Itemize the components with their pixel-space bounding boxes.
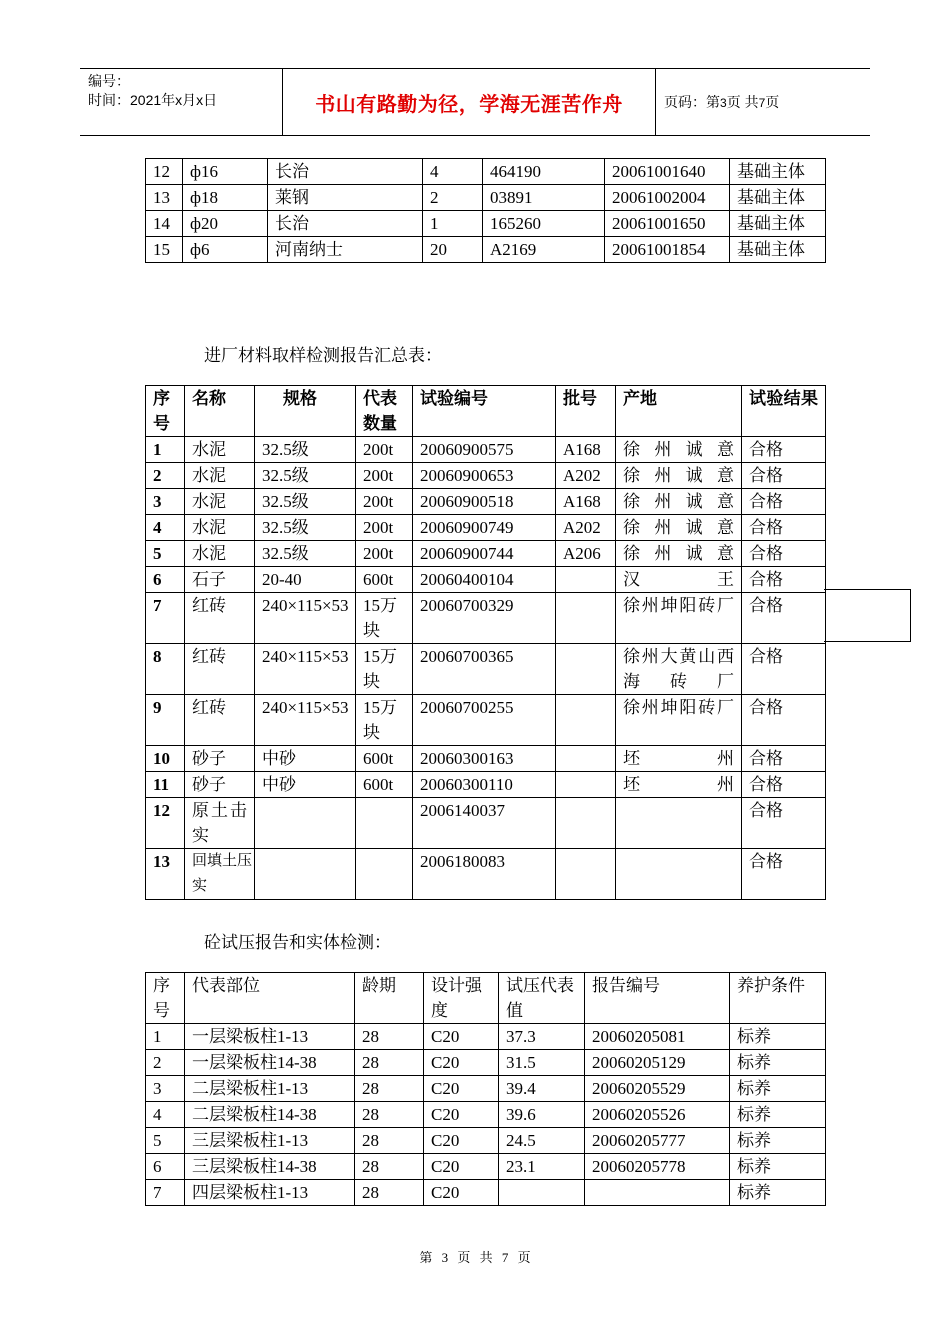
table-row	[146, 746, 826, 772]
table-cell: 二层梁板柱14-38	[185, 1102, 355, 1128]
table-cell: 20060205526	[585, 1102, 730, 1128]
table-cell: 20060205777	[585, 1128, 730, 1154]
table-cell: 4	[146, 1102, 185, 1128]
table-cell	[585, 1180, 730, 1206]
table-cell	[556, 772, 616, 798]
table-row	[146, 237, 826, 263]
table-cell: 9	[146, 695, 185, 746]
table-cell: 20060900749	[413, 515, 556, 541]
table-cell: 32.5级	[255, 515, 356, 541]
table-cell: 15万块	[356, 593, 413, 644]
table-cell: 20060205529	[585, 1076, 730, 1102]
table-cell	[556, 695, 616, 746]
table-cell: 37.3	[499, 1024, 585, 1050]
header-page-number	[664, 92, 779, 112]
table-cell: 5	[146, 541, 185, 567]
table-cell: 20060700329	[413, 593, 556, 644]
table-cell: 28	[355, 1128, 424, 1154]
table-cell: 2	[146, 463, 185, 489]
table-cell: 28	[355, 1076, 424, 1102]
table-cell: 长治	[268, 211, 423, 237]
table-cell: 徐州诚意	[616, 489, 742, 515]
table-cell: C20	[424, 1076, 499, 1102]
table-cell: 20060900518	[413, 489, 556, 515]
table-cell: ф6	[183, 237, 268, 263]
table-cell: 600t	[356, 567, 413, 593]
table-cell: 徐州坤阳砖厂	[616, 593, 742, 644]
table-cell: 合格	[742, 746, 826, 772]
header-cell: 报告编号	[585, 973, 730, 1024]
header-cell: 规格	[255, 386, 356, 437]
header-cell: 龄期	[355, 973, 424, 1024]
table-cell: 红砖	[185, 695, 255, 746]
table-cell: 23.1	[499, 1154, 585, 1180]
table-row	[146, 798, 826, 849]
table-cell: 4	[423, 159, 483, 185]
steel-table	[145, 158, 826, 263]
table-row	[146, 463, 826, 489]
table-cell: 6	[146, 567, 185, 593]
table-cell: 20060205081	[585, 1024, 730, 1050]
page-current: 3	[720, 96, 727, 110]
table-cell: 20061002004	[605, 185, 730, 211]
table-cell: 5	[146, 1128, 185, 1154]
table-cell: 合格	[742, 772, 826, 798]
table-cell: 基础主体	[730, 211, 826, 237]
table-cell: 32.5级	[255, 541, 356, 567]
table-cell: 三层梁板柱1-13	[185, 1128, 355, 1154]
header-cell: 养护条件	[730, 973, 826, 1024]
table-cell: 39.6	[499, 1102, 585, 1128]
table-cell: 200t	[356, 437, 413, 463]
table-cell: C20	[424, 1024, 499, 1050]
table-cell: 3	[146, 489, 185, 515]
table-cell: ф20	[183, 211, 268, 237]
table-cell: 1	[146, 437, 185, 463]
concrete-caption: 砼试压报告和实体检测：	[204, 933, 391, 952]
table-cell: 砂子	[185, 772, 255, 798]
document-time: 时间：2021年x月x日	[88, 92, 218, 108]
table-cell: 12	[146, 159, 183, 185]
header-cell: 批号	[556, 386, 616, 437]
table-cell: 13	[146, 185, 183, 211]
table-cell: 合格	[742, 695, 826, 746]
table-cell: C20	[424, 1050, 499, 1076]
table-cell: 28	[355, 1180, 424, 1206]
table-cell: 8	[146, 644, 185, 695]
table-cell: 464190	[483, 159, 605, 185]
table-cell	[356, 798, 413, 849]
header-motto: 书山有路勤为径，学海无涯苦作舟	[315, 94, 623, 116]
header-cell: 试压代表值	[499, 973, 585, 1024]
table-cell: 标养	[730, 1128, 826, 1154]
table-cell: 2006140037	[413, 798, 556, 849]
stray-cell-extension	[824, 589, 911, 642]
table-cell: 1	[423, 211, 483, 237]
table-cell	[356, 849, 413, 900]
table-cell: 11	[146, 772, 185, 798]
table-cell: 标养	[730, 1050, 826, 1076]
table-cell	[499, 1180, 585, 1206]
table-cell: 中砂	[255, 746, 356, 772]
table-cell: 2	[146, 1050, 185, 1076]
table-cell: 合格	[742, 437, 826, 463]
page-prefix: 页码：第	[664, 94, 720, 110]
table-cell: 水泥	[185, 541, 255, 567]
table-cell: 240×115×53	[255, 593, 356, 644]
table-cell: 合格	[742, 541, 826, 567]
table-cell: 28	[355, 1050, 424, 1076]
table-cell: 原土击实	[185, 798, 255, 849]
table-row	[146, 849, 826, 900]
table-row	[146, 1128, 826, 1154]
table-cell: 10	[146, 746, 185, 772]
table-cell: 合格	[742, 849, 826, 900]
table-cell: 合格	[742, 567, 826, 593]
table-cell: 20060700255	[413, 695, 556, 746]
table-cell: 32.5级	[255, 489, 356, 515]
table-cell: 3	[146, 1076, 185, 1102]
table-row	[146, 185, 826, 211]
table-cell: 200t	[356, 489, 413, 515]
table-cell: 20061001650	[605, 211, 730, 237]
table-cell: 坯州	[616, 772, 742, 798]
table-cell: 长治	[268, 159, 423, 185]
table-cell: 基础主体	[730, 185, 826, 211]
table-cell: 32.5级	[255, 437, 356, 463]
materials-caption: 进厂材料取样检测报告汇总表：	[204, 346, 442, 365]
table-cell: 2006180083	[413, 849, 556, 900]
concrete-header-row	[146, 973, 826, 1024]
table-cell: 165260	[483, 211, 605, 237]
table-row	[146, 515, 826, 541]
header-cell: 代表部位	[185, 973, 355, 1024]
table-cell: 31.5	[499, 1050, 585, 1076]
table-cell: 合格	[742, 593, 826, 644]
table-cell: 20060900744	[413, 541, 556, 567]
table-cell	[255, 798, 356, 849]
header-cell: 产地	[616, 386, 742, 437]
table-cell	[556, 644, 616, 695]
table-cell: 徐州诚意	[616, 437, 742, 463]
table-cell: 4	[146, 515, 185, 541]
table-cell: 河南纳士	[268, 237, 423, 263]
page-mid: 页 共	[726, 94, 759, 110]
table-cell	[616, 798, 742, 849]
page-footer: 第 3 页 共 7 页	[419, 1250, 531, 1265]
table-cell: 03891	[483, 185, 605, 211]
header-bottom-rule	[80, 135, 870, 136]
table-cell: C20	[424, 1102, 499, 1128]
table-cell	[616, 849, 742, 900]
table-cell: 24.5	[499, 1128, 585, 1154]
table-cell: 7	[146, 593, 185, 644]
table-cell: 7	[146, 1180, 185, 1206]
table-row	[146, 159, 826, 185]
table-cell: 回填土压实	[185, 849, 255, 900]
table-cell: 20061001854	[605, 237, 730, 263]
table-cell: 水泥	[185, 489, 255, 515]
header-cell: 试验编号	[413, 386, 556, 437]
header-top-rule	[80, 68, 870, 69]
table-cell: 三层梁板柱14-38	[185, 1154, 355, 1180]
table-cell: 徐州大黄山西海砖厂	[616, 644, 742, 695]
table-row	[146, 695, 826, 746]
page-total: 7	[758, 96, 766, 110]
table-cell: A206	[556, 541, 616, 567]
table-cell: 合格	[742, 798, 826, 849]
header-cell: 名称	[185, 386, 255, 437]
table-cell: 基础主体	[730, 237, 826, 263]
table-cell: 20060300163	[413, 746, 556, 772]
table-cell: 20060400104	[413, 567, 556, 593]
header-cell: 代表数量	[356, 386, 413, 437]
table-cell: 一层梁板柱1-13	[185, 1024, 355, 1050]
table-cell	[556, 849, 616, 900]
table-cell: A202	[556, 463, 616, 489]
table-cell: 徐州诚意	[616, 541, 742, 567]
table-cell: 2	[423, 185, 483, 211]
table-row	[146, 567, 826, 593]
table-cell: 标养	[730, 1180, 826, 1206]
steel-table-body	[146, 159, 826, 263]
header-cell: 序号	[146, 973, 185, 1024]
table-cell: 标养	[730, 1102, 826, 1128]
table-cell: ф16	[183, 159, 268, 185]
table-row	[146, 1102, 826, 1128]
table-cell: 28	[355, 1024, 424, 1050]
table-cell: 基础主体	[730, 159, 826, 185]
header-cell: 设计强度	[424, 973, 499, 1024]
table-cell: 39.4	[499, 1076, 585, 1102]
table-row	[146, 1076, 826, 1102]
table-cell: 20061001640	[605, 159, 730, 185]
table-cell	[556, 567, 616, 593]
table-cell: 一层梁板柱14-38	[185, 1050, 355, 1076]
document-number-label: 编号：	[88, 73, 130, 89]
table-cell: 20060900575	[413, 437, 556, 463]
table-cell: A202	[556, 515, 616, 541]
table-cell: 14	[146, 211, 183, 237]
table-cell: 20060700365	[413, 644, 556, 695]
table-cell: 合格	[742, 644, 826, 695]
table-cell: 28	[355, 1154, 424, 1180]
table-cell: 标养	[730, 1024, 826, 1050]
table-cell: 20	[423, 237, 483, 263]
materials-header-row	[146, 386, 826, 437]
table-cell: 1	[146, 1024, 185, 1050]
table-cell	[556, 798, 616, 849]
materials-table-body	[146, 437, 826, 900]
table-cell: 20-40	[255, 567, 356, 593]
header-cell: 序号	[146, 386, 185, 437]
table-cell: 20060300110	[413, 772, 556, 798]
concrete-table-body	[146, 1024, 826, 1206]
table-cell: 15	[146, 237, 183, 263]
table-cell: 合格	[742, 489, 826, 515]
table-cell: 15万块	[356, 695, 413, 746]
table-cell: 红砖	[185, 593, 255, 644]
table-cell: 中砂	[255, 772, 356, 798]
table-cell: 600t	[356, 746, 413, 772]
table-row	[146, 541, 826, 567]
header-meta	[88, 72, 217, 110]
table-cell: 莱钢	[268, 185, 423, 211]
table-cell: 标养	[730, 1076, 826, 1102]
table-cell: 13	[146, 849, 185, 900]
table-cell: 徐州诚意	[616, 463, 742, 489]
table-cell: 水泥	[185, 437, 255, 463]
table-row	[146, 593, 826, 644]
table-cell: 水泥	[185, 463, 255, 489]
table-row	[146, 489, 826, 515]
table-cell: 15万块	[356, 644, 413, 695]
table-cell: 200t	[356, 541, 413, 567]
table-cell: 20060205129	[585, 1050, 730, 1076]
table-row	[146, 644, 826, 695]
table-cell: 6	[146, 1154, 185, 1180]
table-cell	[556, 593, 616, 644]
concrete-table	[145, 972, 826, 1206]
table-row	[146, 1180, 826, 1206]
table-cell: ф18	[183, 185, 268, 211]
page-suffix: 页	[765, 94, 780, 110]
table-cell: 20060900653	[413, 463, 556, 489]
table-cell: 200t	[356, 515, 413, 541]
table-cell: 合格	[742, 463, 826, 489]
table-cell: 合格	[742, 515, 826, 541]
table-cell	[556, 746, 616, 772]
table-cell: 红砖	[185, 644, 255, 695]
materials-table	[145, 385, 826, 900]
table-cell: A2169	[483, 237, 605, 263]
table-cell: 240×115×53	[255, 644, 356, 695]
table-cell: A168	[556, 437, 616, 463]
table-cell: 石子	[185, 567, 255, 593]
table-cell: 水泥	[185, 515, 255, 541]
header-cell: 试验结果	[742, 386, 826, 437]
table-cell: C20	[424, 1154, 499, 1180]
table-row	[146, 1024, 826, 1050]
table-cell: 200t	[356, 463, 413, 489]
table-cell: 四层梁板柱1-13	[185, 1180, 355, 1206]
table-cell: C20	[424, 1128, 499, 1154]
table-cell: 12	[146, 798, 185, 849]
table-cell: 砂子	[185, 746, 255, 772]
table-cell: 240×115×53	[255, 695, 356, 746]
table-cell: 32.5级	[255, 463, 356, 489]
table-cell: 标养	[730, 1154, 826, 1180]
table-cell: 二层梁板柱1-13	[185, 1076, 355, 1102]
table-cell: 600t	[356, 772, 413, 798]
table-cell: 坯州	[616, 746, 742, 772]
table-cell: 20060205778	[585, 1154, 730, 1180]
table-cell: 徐州诚意	[616, 515, 742, 541]
table-cell: 汉王	[616, 567, 742, 593]
table-row	[146, 772, 826, 798]
table-cell: A168	[556, 489, 616, 515]
table-row	[146, 437, 826, 463]
table-row	[146, 1154, 826, 1180]
table-cell	[255, 849, 356, 900]
table-cell: 徐州坤阳砖厂	[616, 695, 742, 746]
table-row	[146, 1050, 826, 1076]
table-row	[146, 211, 826, 237]
table-cell: C20	[424, 1180, 499, 1206]
table-cell: 28	[355, 1102, 424, 1128]
